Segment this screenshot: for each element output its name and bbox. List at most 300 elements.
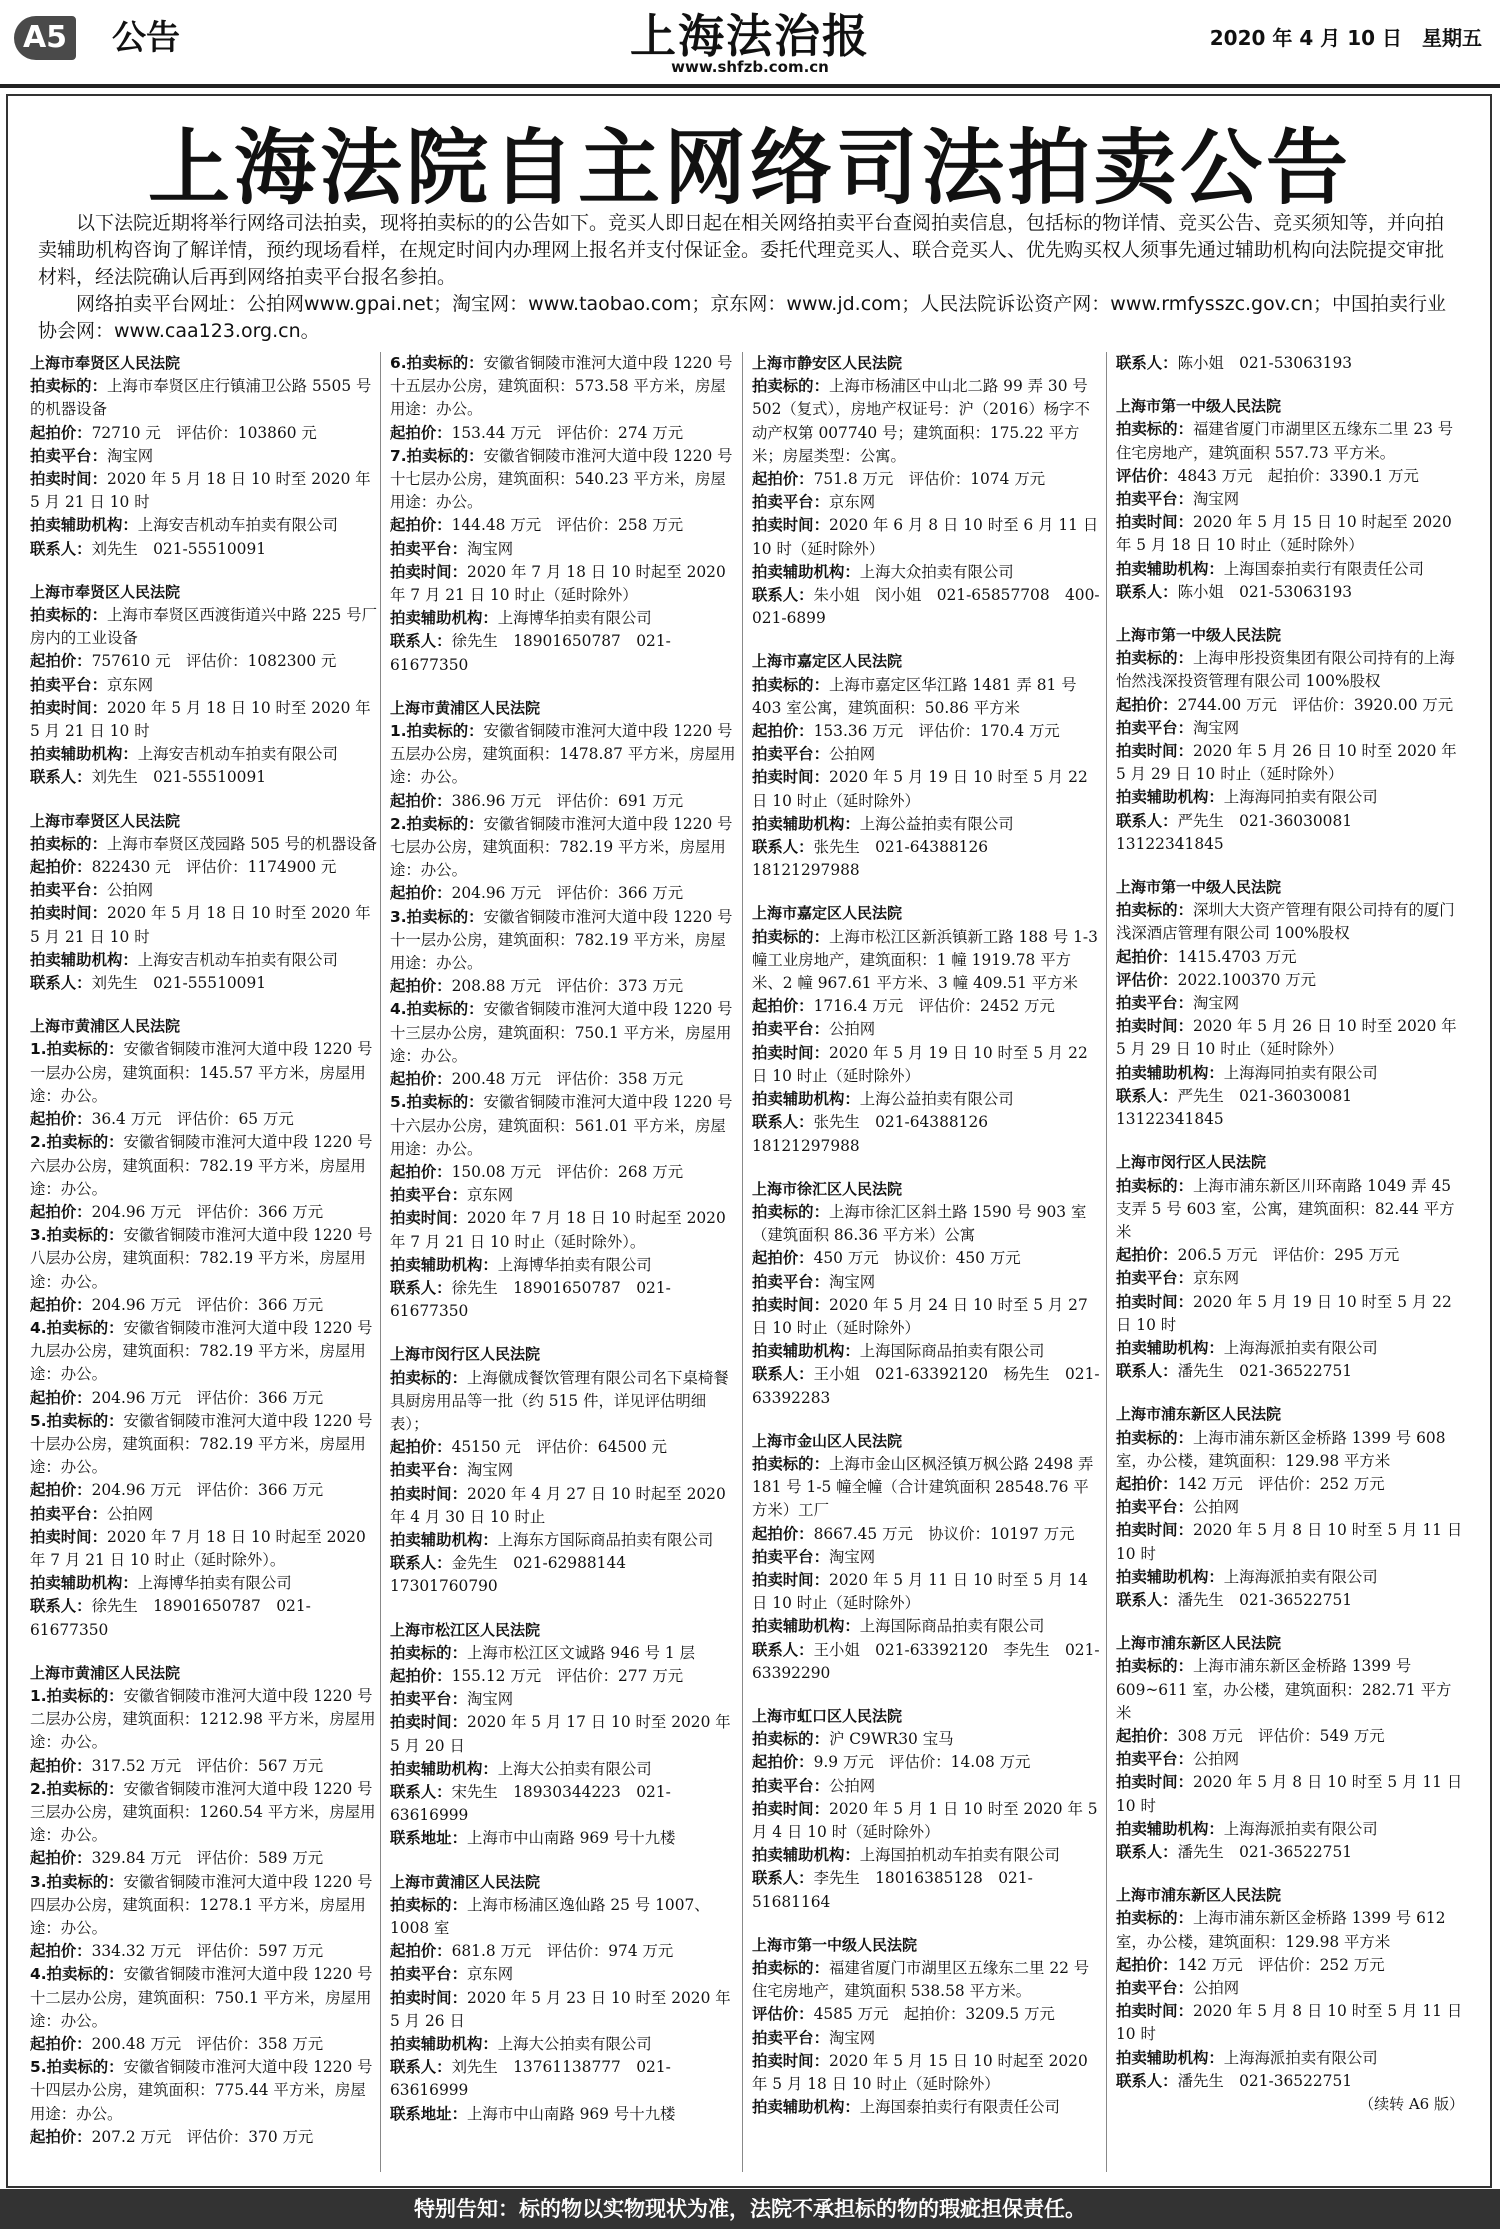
notice-line <box>752 1751 1100 1774</box>
field-label: 联系地址： <box>390 2104 467 2123</box>
field-value: 安徽省铜陵市淮河大道中段 1220 号十一层办公房，建筑面积：782.19 平方米，房屋用途：办公。 <box>390 907 733 973</box>
field-value: 822430 元 评估价：1174900 元 <box>91 858 337 877</box>
column-divider <box>380 352 381 2172</box>
field-value: 潘先生 021-36522751 <box>1177 1362 1353 1381</box>
field-value: 刘先生 021-55510091 <box>91 974 267 993</box>
court-name: 上海市黄浦区人民法院 <box>30 1663 181 1682</box>
court-name: 上海市闵行区人民法院 <box>1116 1153 1267 1172</box>
field-label: 起拍价： <box>1116 1474 1178 1493</box>
notice-line <box>390 1827 738 1850</box>
field-value: 张先生 021-64388126 18121297988 <box>752 838 1004 880</box>
notice-line <box>390 1436 738 1459</box>
field-label: 联系人： <box>390 1278 452 1297</box>
field-value: 上海安吉机动车拍卖有限公司 <box>137 745 338 764</box>
notice-line <box>752 720 1100 743</box>
field-label: 联系人： <box>752 1640 814 1659</box>
field-label: 拍卖时间： <box>752 2051 829 2070</box>
field-label: 拍卖辅助机构： <box>1116 788 1224 807</box>
field-label: 拍卖平台： <box>1116 1269 1193 1288</box>
field-value: 安徽省铜陵市淮河大道中段 1220 号十三层办公房，建筑面积：750.1 平方米，房屋用途：办公。 <box>390 1000 733 1065</box>
field-label: 拍卖平台： <box>30 675 107 694</box>
field-value: 上海国际商品拍卖有限公司 <box>859 1617 1045 1636</box>
field-label: 拍卖时间： <box>390 1484 467 1503</box>
field-label: 2.拍卖标的： <box>390 814 484 833</box>
field-value: 公拍网 <box>828 1776 876 1795</box>
field-label: 1.拍卖标的： <box>390 722 484 741</box>
field-label: 联系人： <box>752 838 814 857</box>
notice-line <box>1116 1062 1464 1085</box>
field-label: 拍卖平台： <box>1116 490 1193 509</box>
field-label: 联系人： <box>752 1113 814 1132</box>
notice-line <box>390 1207 738 1253</box>
field-value: 刘先生 021-55510091 <box>91 768 267 787</box>
notice-line <box>390 352 738 422</box>
field-label: 起拍价： <box>752 997 814 1016</box>
notice-line <box>1116 740 1464 786</box>
field-label: 起拍价： <box>30 1756 92 1775</box>
field-value: 45150 元 评估价：64500 元 <box>451 1438 668 1457</box>
field-label: 联系人： <box>390 632 452 651</box>
field-value: 公拍网 <box>1192 1750 1240 1769</box>
court-name: 上海市金山区人民法院 <box>752 1431 903 1450</box>
notice-line <box>390 1068 738 1091</box>
notice-line <box>30 445 378 468</box>
notice-line <box>390 1091 738 1161</box>
notice-line <box>30 1108 378 1131</box>
field-value: 徐先生 18901650787 021-61677350 <box>30 1597 311 1639</box>
notice-line <box>390 1254 738 1277</box>
notice-line <box>30 1387 378 1410</box>
field-value: 徐先生 18901650787 021-61677350 <box>390 632 671 674</box>
field-label: 拍卖时间： <box>1116 1292 1193 1311</box>
field-label: 拍卖辅助机构： <box>752 1617 860 1636</box>
field-value: 安徽省铜陵市淮河大道中段 1220 号十六层办公房，建筑面积：561.01 平方米，房屋用途：办公。 <box>390 1093 733 1158</box>
field-value: 204.96 万元 评估价：366 万元 <box>91 1388 324 1407</box>
notice-line <box>1116 1085 1464 1131</box>
field-label: 拍卖标的： <box>1116 420 1193 439</box>
field-value: 京东网 <box>828 493 876 512</box>
field-value: 上海博华拍卖有限公司 <box>497 1255 652 1274</box>
field-value: 2020 年 5 月 8 日 10 时至 5 月 11 日 10 时 <box>1116 1773 1463 1815</box>
field-label: 起拍价： <box>390 791 452 810</box>
field-value: 上海东方国际商品拍卖有限公司 <box>497 1530 714 1549</box>
notice-line <box>30 856 378 879</box>
notice-line <box>390 1894 738 1940</box>
notice-line <box>752 1569 1100 1615</box>
notice-line <box>1116 810 1464 856</box>
field-label: 拍卖标的： <box>752 1959 829 1977</box>
field-value: 上海市中山南路 969 号十九楼 <box>466 1829 676 1848</box>
notice-line <box>1116 1427 1464 1473</box>
notice-line <box>390 1665 738 1688</box>
notice-line <box>752 1363 1100 1409</box>
field-label: 拍卖时间： <box>390 1209 467 1228</box>
field-value: 681.8 万元 评估价：974 万元 <box>451 1942 674 1961</box>
field-label: 拍卖辅助机构： <box>752 1342 860 1361</box>
field-label: 拍卖辅助机构： <box>30 950 138 969</box>
notice-line <box>30 1131 378 1201</box>
field-label: 联系人： <box>1116 582 1178 601</box>
field-value: 上海国泰拍卖行有限责任公司 <box>859 2098 1060 2117</box>
field-value: 334.32 万元 评估价：597 万元 <box>91 1942 324 1961</box>
field-label: 4.拍卖标的： <box>30 1965 124 1984</box>
notice-line <box>390 630 738 676</box>
notice-line <box>30 697 378 743</box>
field-value: 安徽省铜陵市淮河大道中段 1220 号三层办公房，建筑面积：1260.54 平方米，房屋用途：办公。 <box>30 1779 376 1845</box>
field-value: 沪 C9WR30 宝马 <box>828 1730 954 1749</box>
field-value: 204.96 万元 评估价：366 万元 <box>451 884 684 903</box>
field-label: 1.拍卖标的： <box>30 1040 124 1059</box>
field-label: 拍卖平台： <box>390 1461 467 1480</box>
field-label: 拍卖时间： <box>752 1295 829 1314</box>
field-label: 联系人： <box>30 974 92 993</box>
notice-line <box>1116 1954 1464 1977</box>
field-value: 王小姐 021-63392120 杨先生 021-63392283 <box>752 1365 1100 1407</box>
field-label: 拍卖辅助机构： <box>30 516 138 535</box>
field-label: 拍卖平台： <box>752 2028 829 2047</box>
field-label: 起拍价： <box>30 1295 92 1314</box>
field-label: 拍卖标的： <box>1116 1657 1193 1676</box>
notice-line <box>1116 1655 1464 1725</box>
court-name: 上海市嘉定区人民法院 <box>752 904 903 923</box>
notice-line <box>30 1685 378 1755</box>
masthead: 上海法治报 <box>630 9 870 63</box>
continued-note: （续转 A6 版） <box>1359 2095 1464 2114</box>
field-value: 上海市金山区枫泾镇万枫公路 2498 弄 181 号 1-5 幢全幢（合计建筑面积 28548.76 平方米）工厂 <box>752 1454 1094 1520</box>
court-name: 上海市第一中级人民法院 <box>1116 397 1282 416</box>
field-value: 潘先生 021-36522751 <box>1177 1842 1353 1861</box>
field-label: 拍卖标的： <box>390 1643 467 1662</box>
field-label: 3.拍卖标的： <box>390 907 484 926</box>
field-value: 上海申彤投资集团有限公司持有的上海怡然浅深投资管理有限公司 100%股权 <box>1116 649 1455 691</box>
notice-line <box>390 1161 738 1184</box>
notice-line <box>752 1639 1100 1685</box>
field-label: 拍卖平台： <box>1116 718 1193 737</box>
field-value: 2022.100370 万元 <box>1177 970 1317 989</box>
notice-line <box>30 833 378 856</box>
field-label: 拍卖辅助机构： <box>1116 559 1224 578</box>
court-name: 上海市嘉定区人民法院 <box>752 652 903 671</box>
field-value: 上海海派拍卖有限公司 <box>1223 1819 1378 1838</box>
notice-line <box>390 1552 738 1598</box>
field-label: 联系人： <box>30 768 92 787</box>
notice-line <box>1116 694 1464 717</box>
field-label: 拍卖时间： <box>1116 2002 1193 2021</box>
notice-line <box>390 2103 738 2126</box>
notice-line <box>390 514 738 537</box>
notice-line <box>752 1453 1100 1523</box>
field-value: 上海公益拍卖有限公司 <box>859 1090 1014 1109</box>
field-value: 2020 年 5 月 15 日 10 时起至 2020 年 5 月 18 日 10 时止（延时除外） <box>1116 513 1452 555</box>
field-value: 1415.4703 万元 <box>1177 947 1297 966</box>
notice-line <box>30 2126 378 2149</box>
field-label: 拍卖标的： <box>752 1202 829 1221</box>
field-label: 拍卖平台： <box>1116 1498 1193 1517</box>
notice-line <box>752 514 1100 560</box>
section-name: 公告 <box>112 18 180 58</box>
court-name: 上海市黄浦区人民法院 <box>390 1872 541 1891</box>
notice-line <box>1116 1977 1464 2000</box>
notice-line <box>752 1271 1100 1294</box>
court-name: 上海市第一中级人民法院 <box>1116 878 1282 897</box>
field-label: 拍卖平台： <box>752 493 829 512</box>
notice-line <box>30 1755 378 1778</box>
court-name: 上海市静安区人民法院 <box>752 354 903 372</box>
page-number-badge: A5 <box>14 16 76 60</box>
field-value: 安徽省铜陵市淮河大道中段 1220 号十四层办公房，建筑面积：775.44 平方米，房屋用途：办公。 <box>30 2058 373 2123</box>
field-label: 拍卖平台： <box>390 1690 467 1709</box>
field-value: 36.4 万元 评估价：65 万元 <box>91 1110 294 1129</box>
notice-line <box>390 998 738 1068</box>
notice-line <box>30 1317 378 1387</box>
notice-line <box>752 1775 1100 1798</box>
field-value: 2020 年 5 月 19 日 10 时至 5 月 22 日 10 时 <box>1116 1292 1452 1334</box>
field-label: 拍卖辅助机构： <box>752 814 860 833</box>
notice-line <box>30 1963 378 2033</box>
notice-line <box>30 650 378 673</box>
field-value: 142 万元 评估价：252 万元 <box>1177 1955 1385 1974</box>
field-label: 拍卖平台： <box>1116 994 1193 1013</box>
notice-line <box>390 422 738 445</box>
field-label: 拍卖辅助机构： <box>752 2098 860 2117</box>
field-value: 上海市松江区文诚路 946 号 1 层 <box>466 1643 696 1662</box>
field-label: 拍卖时间： <box>1116 1017 1193 1036</box>
field-value: 1716.4 万元 评估价：2452 万元 <box>813 997 1055 1016</box>
field-label: 起拍价： <box>30 1388 92 1407</box>
field-label: 起拍价： <box>30 652 92 671</box>
court-name: 上海市浦东新区人民法院 <box>1116 1886 1282 1905</box>
field-label: 起拍价： <box>390 884 452 903</box>
notice-line <box>752 1018 1100 1041</box>
notice-line <box>1116 352 1464 375</box>
field-label: 拍卖辅助机构： <box>1116 1567 1224 1586</box>
field-label: 拍卖标的： <box>390 1895 467 1914</box>
notice-line <box>1116 1907 1464 1953</box>
field-value: 153.36 万元 评估价：170.4 万元 <box>813 722 1060 741</box>
field-value: 上海大众拍卖有限公司 <box>859 562 1014 581</box>
field-value: 208.88 万元 评估价：373 万元 <box>451 977 684 996</box>
field-value: 淘宝网 <box>106 446 154 465</box>
field-value: 2020 年 5 月 15 日 10 时起至 2020 年 5 月 18 日 10 时止（延时除外） <box>752 2051 1088 2094</box>
notice-line <box>390 1184 738 1207</box>
notice-line <box>30 1526 378 1572</box>
field-value: 淘宝网 <box>1192 490 1240 509</box>
field-label: 起拍价： <box>1116 1246 1178 1265</box>
field-label: 起拍价： <box>1116 947 1178 966</box>
field-value: 深圳大大资产管理有限公司持有的厦门浅深酒店管理有限公司 100%股权 <box>1116 901 1455 943</box>
field-label: 6.拍卖标的： <box>390 354 484 372</box>
notice-line <box>1116 992 1464 1015</box>
notice-line <box>30 422 378 445</box>
notice-line <box>752 1867 1100 1913</box>
field-label: 拍卖标的： <box>1116 1428 1193 1447</box>
field-value: 京东网 <box>1192 1269 1240 1288</box>
notice-line <box>30 902 378 948</box>
field-value: 757610 元 评估价：1082300 元 <box>91 652 337 671</box>
field-value: 2020 年 6 月 8 日 10 时至 6 月 11 日 10 时（延时除外） <box>752 516 1099 558</box>
field-value: 刘先生 021-55510091 <box>91 539 267 558</box>
court-name: 上海市奉贤区人民法院 <box>30 582 181 601</box>
field-label: 拍卖辅助机构： <box>1116 1338 1224 1357</box>
field-label: 拍卖标的： <box>752 675 829 694</box>
notice-line <box>30 1778 378 1848</box>
field-value: 2020 年 7 月 18 日 10 时起至 2020 年 7 月 21 日 10 时止（延时除外） <box>390 562 726 605</box>
field-label: 起拍价： <box>1116 695 1178 714</box>
field-label: 联系人： <box>1116 811 1178 830</box>
notice-line <box>390 1963 738 1986</box>
field-value: 安徽省铜陵市淮河大道中段 1220 号一层办公房，建筑面积：145.57 平方米，房屋用途：办公。 <box>30 1040 373 1105</box>
field-value: 金先生 021-62988144 17301760790 <box>390 1554 642 1596</box>
field-value: 2020 年 5 月 26 日 10 时至 2020 年 5 月 29 日 10 时止（延时除外） <box>1116 1017 1457 1059</box>
notice-line <box>1116 1566 1464 1589</box>
field-label: 拍卖辅助机构： <box>1116 1063 1224 1082</box>
field-label: 拍卖时间： <box>390 1713 467 1732</box>
notice-line <box>752 766 1100 812</box>
field-label: 拍卖时间： <box>1116 742 1193 761</box>
field-label: 拍卖平台： <box>30 881 107 900</box>
notice-line <box>752 1798 1100 1844</box>
field-label: 起拍价： <box>390 423 452 442</box>
field-label: 拍卖辅助机构： <box>390 1759 498 1778</box>
field-value: 刘先生 13761138777 021-63616999 <box>390 2058 671 2100</box>
notice-line <box>390 1277 738 1323</box>
field-value: 上海市中山南路 969 号十九楼 <box>466 2104 676 2123</box>
field-value: 上海市徐汇区斜土路 1590 号 903 室（建筑面积 86.36 平方米）公寓 <box>752 1202 1087 1245</box>
notice-line <box>1116 558 1464 581</box>
court-name: 上海市第一中级人民法院 <box>1116 626 1282 645</box>
field-label: 联系人： <box>752 586 814 605</box>
field-label: 拍卖平台： <box>752 1547 829 1566</box>
notice-line <box>752 674 1100 720</box>
field-label: 3.拍卖标的： <box>30 1226 124 1245</box>
field-value: 上海海派拍卖有限公司 <box>1223 1338 1378 1357</box>
field-label: 拍卖标的： <box>1116 901 1193 920</box>
notice-line <box>1116 1267 1464 1290</box>
notice-line <box>30 538 378 561</box>
notice-line <box>752 1546 1100 1569</box>
notice-line <box>1116 1771 1464 1817</box>
field-value: 2020 年 5 月 18 日 10 时至 2020 年 5 月 21 日 10 时 <box>30 904 371 946</box>
notice-line <box>390 813 738 883</box>
court-name: 上海市奉贤区人民法院 <box>30 811 181 830</box>
field-value: 安徽省铜陵市淮河大道中段 1220 号九层办公房，建筑面积：782.19 平方米，房屋用途：办公。 <box>30 1318 373 1384</box>
field-label: 拍卖标的： <box>752 1730 829 1749</box>
field-value: 上海市浦东新区金桥路 1399 号 608 室，办公楼，建筑面积：129.98 平方米 <box>1116 1428 1446 1470</box>
field-label: 联系地址： <box>390 1829 467 1848</box>
notice-line <box>390 1987 738 2033</box>
notice-line <box>30 1224 378 1294</box>
notice-line <box>30 674 378 697</box>
field-label: 起拍价： <box>390 1438 452 1457</box>
field-value: 2020 年 5 月 17 日 10 时至 2020 年 5 月 20 日 <box>390 1713 731 1755</box>
field-label: 拍卖辅助机构： <box>390 1255 498 1274</box>
field-value: 徐先生 18901650787 021-61677350 <box>390 1278 671 1321</box>
field-value: 386.96 万元 评估价：691 万元 <box>451 791 684 810</box>
notice-line <box>390 1711 738 1757</box>
field-label: 拍卖平台： <box>390 1965 467 1984</box>
notice-line <box>30 1503 378 1526</box>
field-value: 8667.45 万元 协议价：10197 万元 <box>813 1524 1075 1543</box>
field-label: 拍卖平台： <box>752 1776 829 1795</box>
notice-line <box>752 1247 1100 1270</box>
field-value: 2020 年 5 月 23 日 10 时至 2020 年 5 月 26 日 <box>390 1988 731 2030</box>
notice-line <box>752 375 1100 468</box>
field-value: 9.9 万元 评估价：14.08 万元 <box>813 1753 1031 1772</box>
field-label: 联系人： <box>390 1782 452 1801</box>
notice-column-1 <box>30 352 378 2149</box>
notice-line <box>1116 1818 1464 1841</box>
field-value: 上海市浦东新区金桥路 1399 号 609~611 室，办公楼，建筑面积：282.71 平方米 <box>1116 1657 1452 1722</box>
field-value: 宋先生 18930344223 021-63616999 <box>390 1782 671 1825</box>
notice-line <box>390 906 738 976</box>
notice-line <box>30 1940 378 1963</box>
field-label: 拍卖平台： <box>30 1504 107 1523</box>
court-name: 上海市奉贤区人民法院 <box>30 354 181 372</box>
field-label: 拍卖时间： <box>752 516 829 535</box>
field-value: 安徽省铜陵市淮河大道中段 1220 号六层办公房，建筑面积：782.19 平方米，房屋用途：办公。 <box>30 1133 373 1198</box>
notice-line <box>30 1595 378 1641</box>
notice-line <box>752 2003 1100 2026</box>
field-value: 2020 年 5 月 11 日 10 时至 5 月 14 日 10 时止（延时除外） <box>752 1570 1088 1613</box>
field-value: 72710 元 评估价：103860 元 <box>91 423 317 442</box>
issue-date: 2020 年 4 月 10 日 星期五 <box>1209 26 1482 50</box>
notice-line <box>30 375 378 421</box>
field-label: 拍卖辅助机构： <box>390 1530 498 1549</box>
field-label: 拍卖标的： <box>390 1368 467 1387</box>
field-label: 拍卖标的： <box>30 377 107 396</box>
field-label: 拍卖时间： <box>30 470 107 489</box>
notice-line <box>390 1483 738 1529</box>
field-label: 拍卖标的： <box>752 377 829 396</box>
field-value: 329.84 万元 评估价：589 万元 <box>91 1849 324 1868</box>
notice-line <box>752 1615 1100 1638</box>
field-label: 拍卖时间： <box>390 1988 467 2007</box>
field-label: 联系人： <box>752 1869 814 1888</box>
notice-line <box>30 949 378 972</box>
court-name: 上海市松江区人民法院 <box>390 1620 541 1639</box>
field-value: 京东网 <box>466 1965 514 1984</box>
notice-line <box>390 1459 738 1482</box>
field-value: 2020 年 5 月 8 日 10 时至 5 月 11 日 10 时 <box>1116 2002 1463 2044</box>
notice-line <box>390 790 738 813</box>
field-label: 拍卖时间： <box>1116 1773 1193 1792</box>
field-value: 2020 年 5 月 1 日 10 时至 2020 年 5 月 4 日 10 时（延时除外） <box>752 1799 1098 1841</box>
field-label: 拍卖辅助机构： <box>30 1574 138 1593</box>
notice-line <box>1116 969 1464 992</box>
notice-line <box>1116 418 1464 464</box>
notice-line <box>1116 717 1464 740</box>
footer-notice: 特别告知：标的物以实物现状为准，法院不承担标的物的瑕疵担保责任。 <box>0 2189 1500 2229</box>
field-value: 150.08 万元 评估价：268 万元 <box>451 1162 684 1181</box>
field-value: 淘宝网 <box>466 1461 514 1480</box>
field-value: 上海大公拍卖有限公司 <box>497 1759 652 1778</box>
notice-line <box>1116 1473 1464 1496</box>
field-label: 拍卖辅助机构： <box>752 1846 860 1865</box>
field-label: 起拍价： <box>752 470 814 489</box>
court-name: 上海市徐汇区人民法院 <box>752 1179 903 1198</box>
field-value: 安徽省铜陵市淮河大道中段 1220 号二层办公房，建筑面积：1212.98 平方米，房屋用途：办公。 <box>30 1686 376 1752</box>
field-value: 淘宝网 <box>466 539 514 558</box>
field-label: 起拍价： <box>1116 1726 1178 1745</box>
field-label: 拍卖标的： <box>752 927 829 946</box>
field-value: 安徽省铜陵市淮河大道中段 1220 号十二层办公房，建筑面积：750.1 平方米，房屋用途：办公。 <box>30 1965 373 2030</box>
field-value: 公拍网 <box>1192 1498 1240 1517</box>
notice-line <box>752 995 1100 1018</box>
field-label: 拍卖平台： <box>1116 1979 1193 1997</box>
field-value: 公拍网 <box>828 1020 876 1039</box>
field-label: 联系人： <box>1116 354 1178 372</box>
field-label: 2.拍卖标的： <box>30 1779 124 1798</box>
